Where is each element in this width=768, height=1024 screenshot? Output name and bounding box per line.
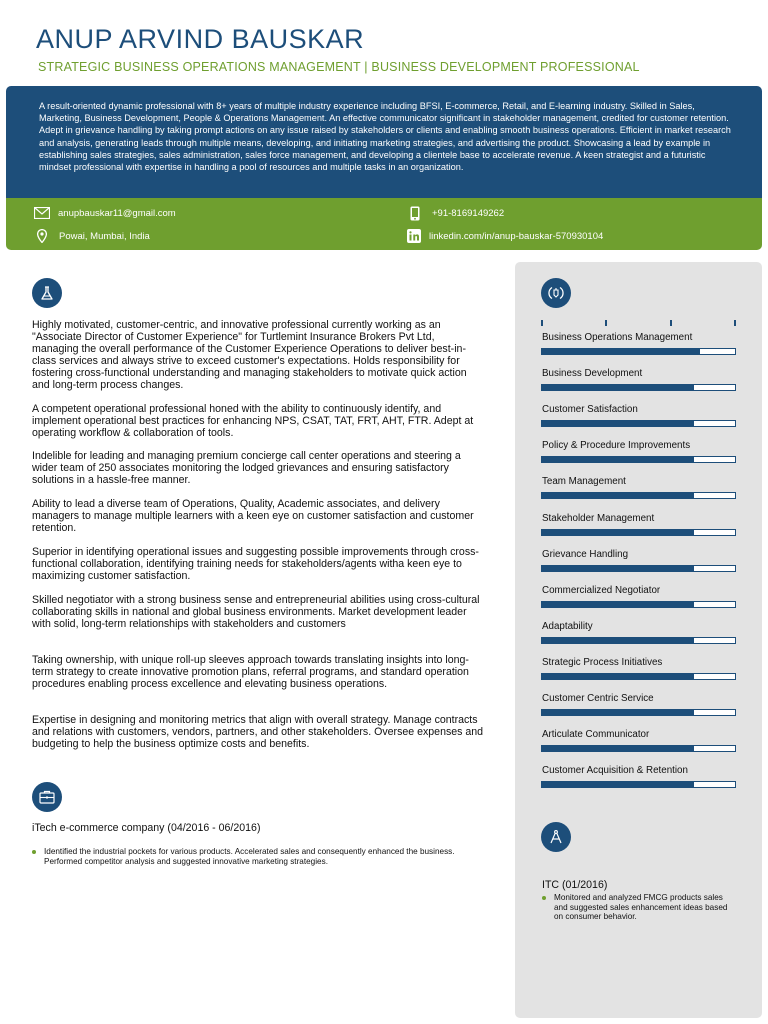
scale-tick (605, 320, 607, 326)
contact-email[interactable] (34, 207, 176, 219)
skill-label: Customer Acquisition & Retention (542, 765, 688, 777)
skill-label: Business Development (542, 368, 643, 380)
skill-bar (541, 348, 736, 355)
profile-paragraph: Expertise in designing and monitoring metrics that align with overall strategy. Manage contracts and relations with customers, vendors, partners, and other stakeholders. Oversee expenses and budgeting to help the business optimize costs and benefits. (32, 714, 484, 750)
profile-paragraph: Ability to lead a diverse team of Operations, Quality, Academic associates, and delivery managers to manage multiple learners with a keen eye on customer satisfaction and customer retention. (32, 498, 474, 534)
contact-bar (6, 198, 762, 250)
skill-label: Customer Satisfaction (542, 404, 638, 416)
skills-icon (541, 278, 571, 308)
job-bullet (32, 847, 482, 866)
job-bullet-text: Identified the industrial pockets for various products. Accelerated sales and consequently enhanced the business. Performed competitor analysis and suggested innovative marketing strategies. (44, 847, 455, 866)
skill-bar-fill (542, 674, 694, 679)
bullet-dot (32, 850, 36, 854)
profile-paragraph: Indelible for leading and managing premium concierge call center operations and steering a wider team of 250 associates monitoring the lodged grievances and ensuring satisfactory solutions in a hassle-free manner. (32, 450, 461, 486)
skill-bar-fill (542, 566, 694, 571)
summary-text: A result-oriented dynamic professional with 8+ years of multiple industry experience including BFSI, E-commerce, Retail, and E-learning industry. Skilled in Sales, Marketing, Business Development, People & Operations Management. An effective communicator significant in stakeholder management, credited for customer retention. Adept in grievance handling by taking prompt actions on any issue raised by stakeholders or clients and enabling smooth business operations. Efficient in market research and analysis, generating leads through multiple means, developing, and initiating marketing strategies, and advertising the product. Showcasing a lead by example in establishing sales strategies, sales administration, sales force management, and developing a clientele base to accelerate revenue. A keen strategist and a futuristic mindset professional with expertise in handling a pool of resources and multiple tasks in an organization. (39, 101, 731, 173)
compass-icon (541, 822, 571, 852)
skill-bar-fill (542, 493, 694, 498)
contact-location (37, 229, 150, 243)
skill-bar (541, 601, 736, 608)
skill-bar (541, 565, 736, 572)
skill-label: Policy & Procedure Improvements (542, 440, 691, 452)
flask-icon (32, 278, 62, 308)
bullet-dot (542, 896, 546, 900)
skill-bar-fill (542, 530, 694, 535)
skill-bar-fill (542, 782, 694, 787)
skill-bar (541, 456, 736, 463)
phone-text: +91-8169149262 (432, 208, 505, 219)
profile-paragraph: Taking ownership, with unique roll-up sleeves approach towards translating insights into long-term strategy to create innovative promotion plans, referral programs, and standard operation procedures enabling process excellence and elevating business operations. (32, 654, 469, 690)
skill-label: Adaptability (542, 620, 593, 632)
skill-bar-fill (542, 349, 700, 354)
skill-bar-fill (542, 457, 694, 462)
skill-bar-fill (542, 602, 694, 607)
professional-title: STRATEGIC BUSINESS OPERATIONS MANAGEMENT | BUSINESS DEVELOPMENT PROFESSIONAL (38, 60, 640, 74)
mobile-phone-icon (410, 206, 420, 221)
skill-bar (541, 673, 736, 680)
profile-paragraph: Superior in identifying operational issues and suggesting possible improvements through cross-functional collaboration, identifying training needs for stakeholders/agents witha keen eye to maximizing customer satisfaction. (32, 546, 479, 582)
skill-bar (541, 492, 736, 499)
briefcase-icon (32, 782, 62, 812)
job-title: iTech e-commerce company (04/2016 - 06/2016) (32, 822, 261, 834)
scale-tick (670, 320, 672, 326)
scale-tick (541, 320, 543, 326)
map-pin-icon (37, 229, 47, 243)
skill-bar-fill (542, 421, 694, 426)
skill-bar-fill (542, 746, 694, 751)
skill-label: Articulate Communicator (542, 729, 650, 741)
scale-tick (734, 320, 736, 326)
job-title: ITC (01/2016) (542, 879, 608, 891)
skill-bar-fill (542, 710, 694, 715)
job-bullet (542, 893, 728, 922)
skill-bar (541, 529, 736, 536)
linkedin-icon (407, 229, 421, 243)
skill-label: Team Management (542, 476, 626, 488)
contact-phone[interactable] (410, 206, 504, 221)
email-text: anupbauskar11@gmail.com (58, 207, 176, 219)
profile-paragraph: A competent operational professional honed with the ability to continuously identify, and implement operational best practices for enhancing NPS, CSAT, TAT, FRT, AHT, FTR. Adept at operating workflow & collaboration of tools. (32, 403, 474, 439)
skill-bar (541, 384, 736, 391)
location-text: Powai, Mumbai, India (59, 230, 150, 242)
skill-label: Grievance Handling (542, 548, 629, 560)
job-bullet-text: Monitored and analyzed FMCG products sales and suggested sales enhancement ideas based on consumer behavior. (554, 893, 728, 922)
skill-label: Commercialized Negotiator (542, 584, 661, 596)
summary-box (6, 86, 762, 198)
skill-bar (541, 637, 736, 644)
skill-bar (541, 781, 736, 788)
skill-bar-fill (542, 385, 694, 390)
envelope-icon (34, 207, 50, 219)
skill-bar-fill (542, 638, 694, 643)
skill-label: Customer Centric Service (542, 693, 654, 704)
profile-paragraph: Highly motivated, customer-centric, and innovative professional currently working as an "Associate Director of Customer Experience" for Turtlemint Insurance Brokers Pvt Ltd, managing the overall performance of the Customer Experience Operations to deliver best-in-class services and always strive to exceed customer's expectations. Holds responsibility for fostering cross-functional understanding and managing stakeholders to motivate quick action and long-term process changes. (32, 319, 467, 391)
candidate-name: ANUP ARVIND BAUSKAR (36, 24, 365, 54)
skill-bar (541, 420, 736, 427)
skill-label: Business Operations Management (542, 332, 693, 343)
profile-paragraph: Skilled negotiator with a strong business sense and entrepreneurial abilities using cross-cultural collaborating skills in national and global business environments. Market development leader with solid, long-term relationships with stakeholders and customers (32, 594, 480, 630)
skill-bar (541, 709, 736, 716)
contact-linkedin[interactable] (407, 229, 603, 243)
skill-label: Strategic Process Initiatives (542, 656, 663, 668)
skill-bar (541, 745, 736, 752)
linkedin-text: linkedin.com/in/anup-bauskar-570930104 (429, 230, 604, 242)
skill-label: Stakeholder Management (542, 512, 655, 524)
